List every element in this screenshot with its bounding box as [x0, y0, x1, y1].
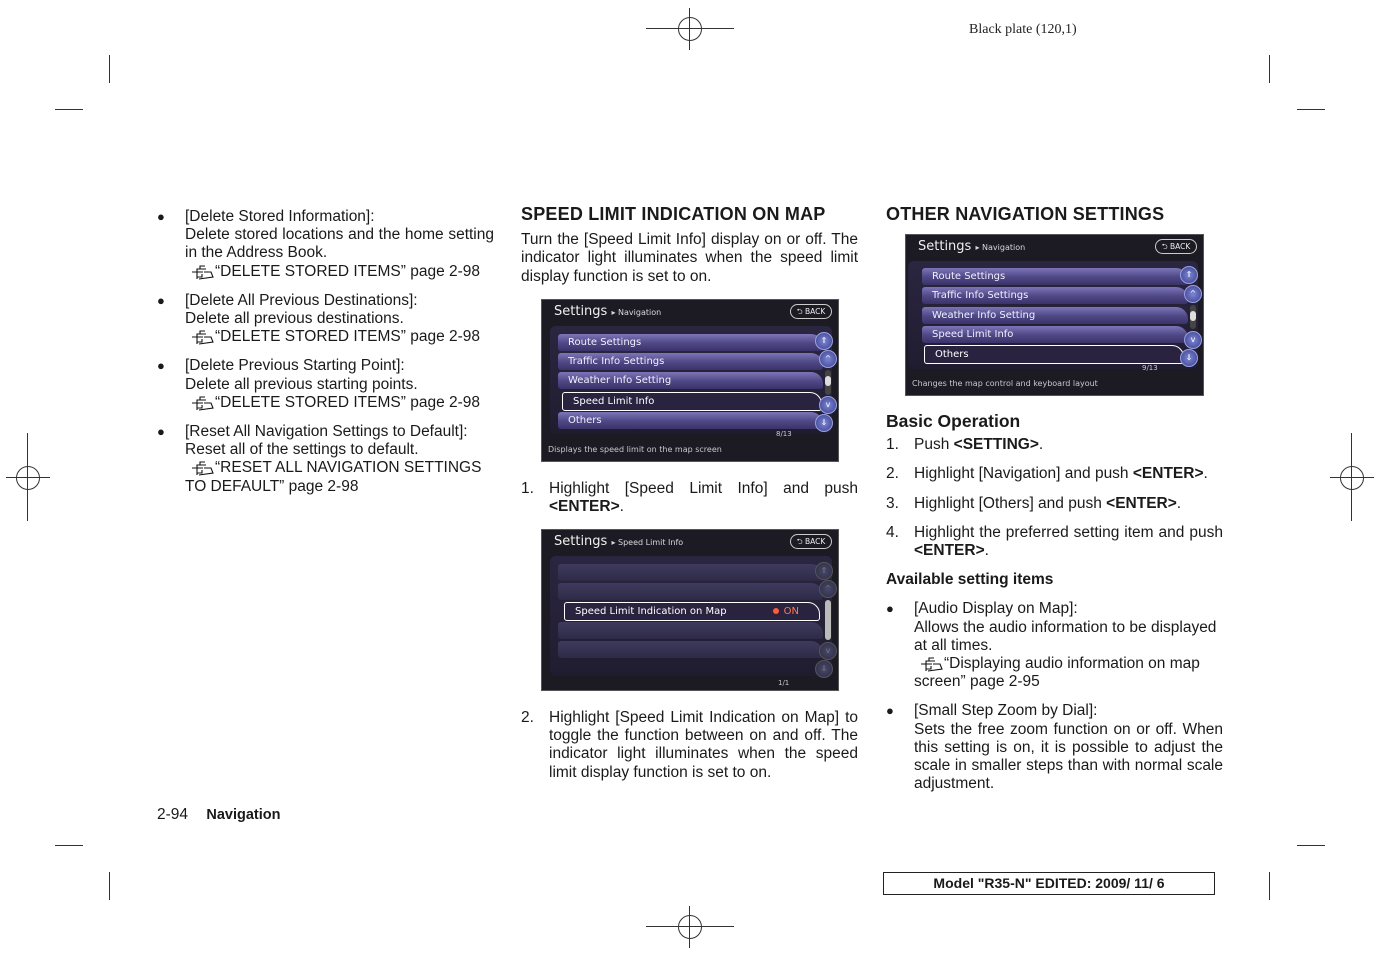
- pointing-hand-icon: [185, 394, 215, 411]
- crop-mark: [109, 872, 110, 900]
- screen-image: [905, 234, 1204, 396]
- crop-mark: [55, 845, 83, 846]
- item-description: Delete all previous destinations.: [185, 310, 404, 328]
- page-indicator: 9/13: [1142, 364, 1158, 372]
- section-name: Navigation: [206, 807, 281, 823]
- list-item: [157, 292, 494, 347]
- scroll-up-icon[interactable]: ^: [819, 350, 837, 368]
- item-description: Sets the free zoom function on or off. When this setting is on, it is possible to adjust the scale in smaller steps than with normal scale adjustment.: [914, 720, 1223, 793]
- step: 1. Highlight [Speed Limit Info] and push <ENTER>.: [521, 480, 858, 516]
- list-item: [886, 600, 1223, 691]
- cross-reference-text[interactable]: “Displaying audio information on map: [944, 655, 1200, 673]
- menu-item[interactable]: Route Settings: [558, 334, 823, 351]
- cross-reference: [185, 263, 494, 281]
- menu-item[interactable]: Others: [558, 412, 823, 429]
- menu-item[interactable]: Route Settings: [922, 268, 1188, 285]
- key-label: <ENTER>: [1132, 465, 1204, 483]
- page-number: 2-94: [157, 806, 189, 823]
- cross-reference-text[interactable]: “DELETE STORED ITEMS” page 2-98: [215, 262, 481, 280]
- scroll-top-icon: ⇑: [815, 562, 833, 580]
- list-item: [157, 357, 494, 412]
- plate-label: Black plate (120,1): [969, 22, 1077, 37]
- screen-status-text: Displays the speed limit on the map screen: [548, 445, 722, 454]
- scroll-down-icon[interactable]: v: [819, 396, 837, 414]
- key-label: <ENTER>: [549, 498, 620, 516]
- steps-list: [886, 436, 1223, 560]
- bullet-icon: ●: [157, 209, 165, 224]
- cross-reference-text[interactable]: screen” page 2-95: [914, 673, 1040, 691]
- intro-paragraph: Turn the [Speed Limit Info] display on or off. The indicator light illuminates when the speed limit display function is set to on.: [521, 231, 858, 285]
- crop-mark: [1297, 845, 1325, 846]
- crop-mark: [1269, 872, 1270, 900]
- back-button[interactable]: ⮌ BACK: [790, 534, 832, 549]
- toggle-indicator: ON: [773, 603, 799, 620]
- step: 1. Push <SETTING>.: [886, 436, 1044, 454]
- scrollbar-thumb[interactable]: [1190, 311, 1196, 321]
- item-description: Reset all of the settings to default.: [185, 441, 419, 459]
- list-item: [157, 423, 494, 496]
- scrollbar: [825, 600, 831, 640]
- screen-image: [541, 299, 839, 462]
- scroll-down-icon: v: [819, 642, 837, 660]
- screen-title: Settings ▸ Speed Limit Info: [554, 534, 684, 549]
- subsection-heading: Available setting items: [886, 571, 1054, 589]
- registration-mark-icon: [678, 17, 702, 41]
- section-heading: OTHER NAVIGATION SETTINGS: [886, 204, 1165, 224]
- bullet-icon: ●: [886, 601, 894, 617]
- right-column-heading: [886, 205, 1223, 223]
- bullet-icon: ●: [157, 424, 165, 440]
- scroll-bottom-icon[interactable]: ⇓: [1180, 349, 1198, 367]
- pointing-hand-icon: [185, 263, 215, 280]
- item-title: [Delete Previous Starting Point]:: [185, 357, 405, 375]
- registration-mark-icon: [1340, 466, 1364, 490]
- scroll-bottom-icon: ⇓: [815, 660, 833, 678]
- bullet-icon: ●: [886, 703, 894, 719]
- item-title: [Delete Stored Information]:: [185, 208, 375, 225]
- scroll-up-icon: ^: [819, 580, 837, 598]
- screen-status-text: Changes the map control and keyboard layout: [912, 379, 1098, 388]
- list-item: [886, 702, 1223, 793]
- cross-reference: [185, 394, 494, 412]
- item-title: [Audio Display on Map]:: [914, 600, 1078, 618]
- section-heading: SPEED LIMIT INDICATION ON MAP: [521, 204, 826, 224]
- crop-mark: [55, 109, 83, 110]
- cross-reference: [185, 459, 494, 477]
- empty-row: [558, 583, 823, 600]
- indicator-light-icon: [773, 608, 779, 614]
- bullet-icon: ●: [157, 292, 165, 308]
- crop-mark: [1297, 109, 1325, 110]
- step: 2. Highlight [Navigation] and push <ENTER>.: [886, 465, 1208, 483]
- scroll-bottom-icon[interactable]: ⇓: [815, 414, 833, 432]
- step: 2. Highlight [Speed Limit Indication on Map] to toggle the function between on and off. The indicator light illuminates when the speed limit display function is set to on.: [521, 709, 858, 781]
- cross-reference: [185, 328, 494, 346]
- empty-row: [558, 564, 823, 581]
- step: 4. Highlight the preferred setting item and push <ENTER>.: [886, 523, 1223, 560]
- model-edit-box: Model "R35-N" EDITED: 2009/ 11/ 6: [883, 872, 1215, 895]
- menu-item-highlighted[interactable]: Speed Limit Info: [562, 392, 822, 411]
- scroll-top-icon[interactable]: ⇑: [1180, 266, 1198, 284]
- menu-item[interactable]: Speed Limit Info: [922, 326, 1188, 343]
- screen-title: Settings ▸ Navigation: [554, 304, 662, 319]
- empty-row: [558, 641, 823, 658]
- page-footer: [157, 806, 280, 824]
- menu-item-highlighted[interactable]: Others: [924, 345, 1184, 364]
- item-description: Allows the audio information to be displayed at all times.: [914, 618, 1217, 654]
- menu-item[interactable]: Weather Info Setting: [922, 307, 1188, 324]
- step: 3. Highlight [Others] and push <ENTER>.: [886, 494, 1182, 512]
- menu-item[interactable]: Weather Info Setting: [558, 372, 823, 389]
- scroll-down-icon[interactable]: v: [1184, 331, 1202, 349]
- back-button[interactable]: ⮌ BACK: [1155, 239, 1197, 254]
- menu-item-highlighted[interactable]: Speed Limit Indication on Map ON: [564, 602, 820, 621]
- key-label: <SETTING>: [953, 436, 1039, 454]
- item-title: [Delete All Previous Destinations]:: [185, 291, 418, 309]
- registration-mark-icon: [16, 466, 40, 490]
- middle-column: [521, 205, 858, 286]
- crop-mark: [109, 55, 110, 83]
- right-column: [886, 412, 1223, 804]
- item-title: [Small Step Zoom by Dial]:: [914, 702, 1098, 720]
- bullet-icon: ●: [157, 358, 165, 374]
- cross-reference-text[interactable]: TO DEFAULT” page 2-98: [185, 477, 359, 495]
- key-label: <ENTER>: [914, 542, 985, 560]
- list-item: [157, 208, 494, 281]
- page-indicator: 1/1: [778, 679, 790, 687]
- middle-steps-2: [521, 709, 858, 782]
- registration-mark-icon: [678, 915, 702, 939]
- menu-item[interactable]: Traffic Info Settings: [558, 353, 823, 370]
- cross-reference-text[interactable]: “RESET ALL NAVIGATION SETTINGS: [215, 459, 482, 477]
- left-column: [157, 208, 494, 507]
- pointing-hand-icon: [185, 328, 215, 345]
- scroll-up-icon[interactable]: ^: [1184, 285, 1202, 303]
- pointing-hand-icon: [185, 459, 215, 476]
- scroll-top-icon[interactable]: ⇑: [815, 332, 833, 350]
- screen-image: [541, 529, 839, 691]
- screen-title: Settings ▸ Navigation: [918, 239, 1026, 254]
- crop-mark: [1269, 55, 1270, 83]
- cross-reference: [914, 655, 1223, 673]
- cross-reference-text[interactable]: “DELETE STORED ITEMS” page 2-98: [215, 393, 481, 411]
- page-indicator: 8/13: [776, 430, 792, 438]
- item-title: [Reset All Navigation Settings to Default]:: [185, 423, 468, 441]
- subsection-heading: Basic Operation: [886, 411, 1021, 431]
- item-description: Delete all previous starting points.: [185, 375, 418, 393]
- pointing-hand-icon: [914, 655, 944, 672]
- key-label: <ENTER>: [1106, 494, 1177, 512]
- empty-row: [558, 622, 823, 639]
- item-description: Delete stored locations and the home setting in the Address Book.: [185, 226, 494, 262]
- menu-item[interactable]: Traffic Info Settings: [922, 287, 1188, 304]
- middle-steps: [521, 480, 858, 516]
- cross-reference-text[interactable]: “DELETE STORED ITEMS” page 2-98: [215, 328, 481, 346]
- scrollbar-thumb[interactable]: [825, 376, 831, 386]
- back-button[interactable]: ⮌ BACK: [790, 304, 832, 319]
